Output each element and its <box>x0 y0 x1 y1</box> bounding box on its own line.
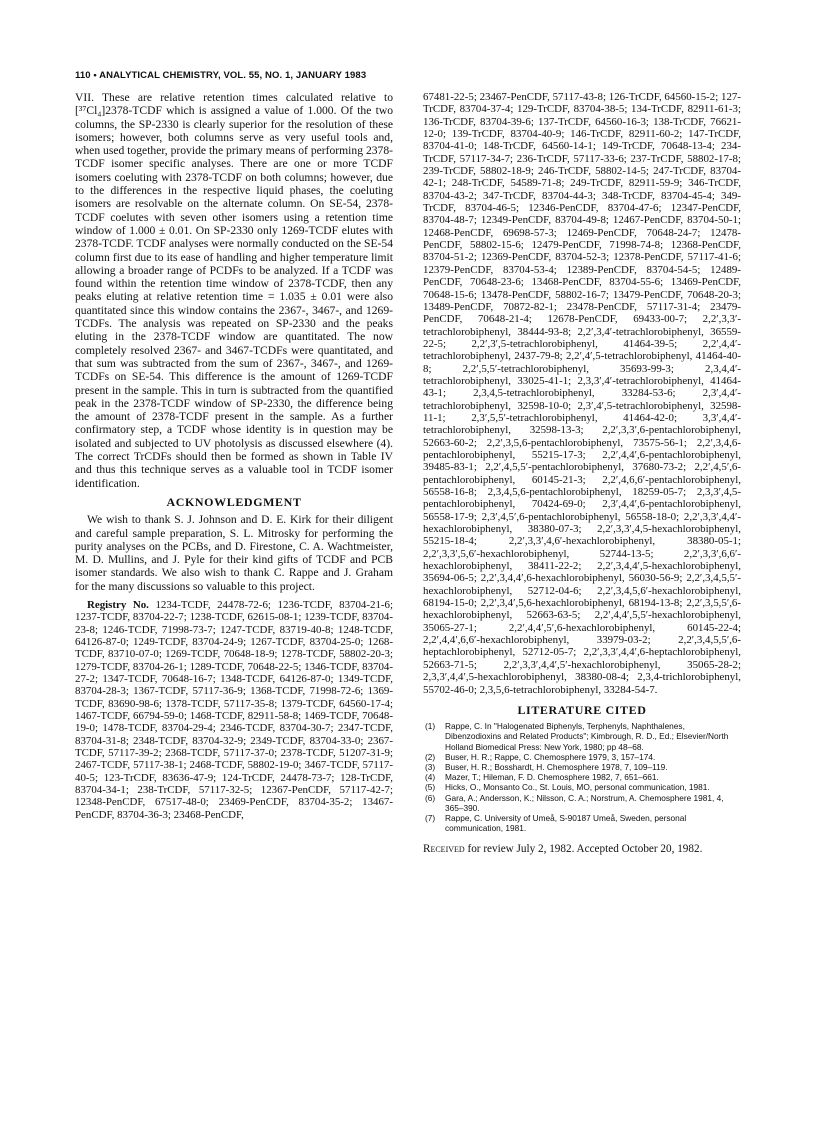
reference-item: (7) Rappe, C. University of Umeå, S-90187 Umeå, Sweden, personal communication, 1981. <box>425 812 687 834</box>
registry-label: Registry No. <box>87 598 149 611</box>
acknowledgment-text: We wish to thank S. J. Johnson and D. E. Kirk for their diligent and careful sample preparation, S. L. Mitrosky for performing the purity analyses on the PCBs, and D. Firestone, C. A. Wachtmeister, M. D. Mullins, and J. Pyle for their kind gifts of TCDF and PCB isomer standards. We also wish to thank C. Rappe and J. Graham for the many discussions so valuable to this project. <box>75 513 393 593</box>
registry-text-left: 1234-TCDF, 24478-72-6; 1236-TCDF, 83704-21-6; 1237-TCDF, 83704-22-7; 1238-TCDF, 62615-08-1; 1239-TCDF, 83704-23-8; 1246-TCDF, 71998-73-7; 1247-TCDF, 83719-40-8; 1248-TCDF, 64126-87-0; 1249-TCDF, 83704-24-9; 1267-TCDF, 83704-25-0; 1268-TCDF, 83710-07-0; 1269-TCDF, 70648-18-9; 1278-TCDF, 58802-20-3; 1279-TCDF, 83704-26-1; 1289-TCDF, 70648-22-5; 1346-TCDF, 83704-27-2; 1347-TCDF, 70648-16-7; 1348-TCDF, 64126-87-0; 1349-TCDF, 83704-28-3; 1367-TCDF, 57117-36-9; 1368-TCDF, 71998-72-6; 1369-TCDF, 83690-98-6; 1378-TCDF, 57117-35-8; 1379-TCDF, 64560-17-4; 1467-TCDF, 66794-59-0; 1468-TCDF, 82911-58-8; 1469-TCDF, 70648-19-0; 1478-TCDF, 83704-29-4; 2346-TCDF, 83704-30-7; 2347-TCDF, 83704-31-8; 2348-TCDF, 83704-32-9; 2349-TCDF, 83704-33-0; 2367-TCDF, 57117-39-2; 2368-TCDF, 57117-37-0; 2378-TCDF, 51207-31-9; 2467-TCDF, 57117-38-1; 2468-TCDF, 58802-19-0; 3467-TCDF, 57117-40-5; 123-TrCDF, 83636-47-9; 124-TrCDF, 24478-73-7; 128-TrCDF, 83704-34-1; 238-TrCDF, 57117-32-5; 12367-PenCDF, 57117-42-7; 12348-PenCDF, 67517-48-0; 23469-PenCDF, 83704-35-2; 13467-PenCDF, 83704-36-3; 23468-PenCDF, <box>75 598 393 821</box>
acknowledgment-heading: ACKNOWLEDGMENT <box>166 494 302 509</box>
right-column <box>423 91 741 857</box>
reference-item: (2) Buser, H. R.; Rappe, C. Chemosphere 1979, 3, 157–174. <box>425 751 656 762</box>
running-header: 110 • ANALYTICAL CHEMISTRY, VOL. 55, NO. 1, JANUARY 1983 <box>75 70 367 81</box>
reference-item: (4) Mazer, T.; Hileman, F. D. Chemosphere 1982, 7, 651–661. <box>425 772 659 783</box>
reference-item: (3) Buser, H. R.; Bosshardt, H. Chemosphere 1978, 7, 109–119. <box>425 761 668 772</box>
reference-item: (6) Gara, A.; Andersson, K.; Nilsson, C. A.; Norstrum, A. Chemosphere 1981, 4, 365–390. <box>425 792 724 813</box>
left-column <box>75 91 393 821</box>
received-note <box>423 843 741 856</box>
registry-block <box>75 599 393 821</box>
received-text: for review July 2, 1982. Accepted October 20, 1982. <box>464 843 703 856</box>
body-paragraph: VII. These are relative retention times calculated relative to [³⁷Cl₄]2378-TCDF which is assigned a value of 1.000. Of the two columns, the SP-2330 is clearly superior for the resolution of these isomers; however, both columns serve as very useful tools and, when used together, provide the primary means of performing 2378-TCDF isomer specific analyses. There are one or more TCDF isomers coeluting with 2378-TCDF on both columns; however, due to the differences in the respective liquid phases, the coeluting isomers are resolvable on the alternate column. On SE-54, 2378-TCDF coelutes with seven other isomers using a retention time window of 1.000 ± 0.01. On SP-2330 only 1269-TCDF elutes with 2378-TCDF. TCDF analyses were normally conducted on the SE-54 column first due to its ease of handling and higher temperature limit allowing a broader range of PCDFs to be analyzed. If a TCDF was found within the retention time window of 2378-TCDF, then any peaks eluting at relative retention time = 1.035 ± 0.01 were also quantitated since this window contains the 2367-, 3467-, and 1269-TCDFs. The analysis was repeated on SP-2330 and the peaks eluting in the 2378-TCDF window are quantitated. The now completely resolved 2367- and 3467-TCDFs were quantitated, and that sum was subtracted from the sum of 2367-, 3467-, and 1269-TCDFs on SE-54. This difference is the amount of 1269-TCDF present in the sample. This in turn is subtracted from the quantified peak in the 2378-TCDF window of SP-2330, the difference being the amount of 2378-TCDF present in the sample. As a further confirmatory step, a TCDF whose identity is in question may be isolated and subjected to UV photolysis as discussed elsewhere (4). The correct TrCDFs should then be formed as shown in Table IV and thus this technique serves as a valuable tool in TCDF isomer identification. <box>75 91 393 490</box>
reference-item: (1) Rappe, C. In "Halogenated Biphenyls, Terphenyls, Naphthalenes, Dibenzodioxins and Related Products"; Kimbrough, R. D., Ed.; Elsevier/North Holland Biomedical Press: New York, 1980; pp 48–68. <box>425 721 729 752</box>
registry-text-right: 67481-22-5; 23467-PenCDF, 57117-43-8; 126-TrCDF, 64560-15-2; 127-TrCDF, 83704-37-4; 129-TrCDF, 83704-38-5; 134-TrCDF, 82911-61-3; 136-TrCDF, 83704-39-6; 137-TrCDF, 64560-16-3; 138-TrCDF, 76621-12-0; 139-TrCDF, 83704-40-9; 146-TrCDF, 82911-60-2; 147-TrCDF, 83704-41-0; 148-TrCDF, 64560-14-1; 149-TrCDF, 70648-13-4; 234-TrCDF, 57117-34-7; 236-TrCDF, 57117-33-6; 237-TrCDF, 58802-17-8; 239-TrCDF, 58802-18-9; 246-TrCDF, 58802-14-5; 247-TrCDF, 83704-42-1; 248-TrCDF, 54589-71-8; 249-TrCDF, 82911-59-9; 346-TrCDF, 83704-43-2; 347-TrCDF, 83704-44-3; 348-TrCDF, 83704-45-4; 349-TrCDF, 83704-46-5; 12346-PenCDF, 83704-47-6; 12347-PenCDF, 83704-48-7; 12349-PenCDF, 83704-49-8; 12467-PenCDF, 83704-50-1; 12468-PenCDF, 69698-57-3; 12469-PenCDF, 70648-24-7; 12478-PenCDF, 58802-15-6; 12479-PenCDF, 71998-74-8; 12368-PenCDF, 83704-51-2; 12369-PenCDF, 83704-52-3; 12378-PenCDF, 57117-41-6; 12379-PenCDF, 83704-53-4; 12389-PenCDF, 83704-54-5; 12489-PenCDF, 70648-23-6; 13468-PenCDF, 83704-55-6; 13469-PenCDF, 70648-15-6; 13478-PenCDF, 58802-16-7; 13479-PenCDF, 70648-20-3; 13489-PenCDF, 70872-82-1; 23478-PenCDF, 57117-31-4; 23479-PenCDF, 70648-21-4; 12678-PenCDF, 69433-00-7; 2,2′,3,3′-tetrachlorobiphenyl, 38444-93-8; 2,2′,3,4′-tetrachlorobiphenyl, 36559-22-5; 2,2′,3′,5-tetrachlorobiphenyl, 41464-39-5; 2,2′,4,4′-tetrachlorobiphenyl, 2437-79-8; 2,2′,4′,5-tetrachlorobiphenyl, 41464-40-8; 2,2′,5,5′-tetrachlorobiphenyl, 35693-99-3; 2,3,4,4′-tetrachlorobiphenyl, 33025-41-1; 2,3,3′,4′-tetrachlorobiphenyl, 41464-43-1; 2,3,4,5-tetrachlorobiphenyl, 33284-53-6; 2,3′,4,4′-tetrachlorobiphenyl, 32598-10-0; 2,3′,4′,5-tetrachlorobiphenyl, 32598-11-1; 2,3′,5,5′-tetrachlorobiphenyl, 41464-42-0; 3,3′,4,4′-tetrachlorobiphenyl, 32598-13-3; 2,2′,3,3′,6-pentachlorobiphenyl, 52663-60-2; 2,2′,3,5,6-pentachlorobiphenyl, 73575-56-1; 2,2′,3,4,6-pentachlorobiphenyl, 55215-17-3; 2,2′,4,4′,6-pentachlorobiphenyl, 39485-83-1; 2,2′,4,5,5′-pentachlorobiphenyl, 37680-73-2; 2,2′,4,5′,6-pentachlorobiphenyl, 60145-21-3; 2,2′,4,6,6′-pentachlorobiphenyl, 56558-16-8; 2,3,4,5,6-pentachlorobiphenyl, 18259-05-7; 2,3,3′,4,5-pentachlorobiphenyl, 70424-69-0; 2,3′,4,4′,6-pentachlorobiphenyl, 56558-17-9; 2,3′,4,5′,6-pentachlorobiphenyl, 56558-18-0; 2,2′,3,3′,4,4′-hexachlorobiphenyl, 38380-07-3; 2,2′,3,3′,4,5-hexachlorobiphenyl, 55215-18-4; 2,2′,3,3′,4,6′-hexachlorobiphenyl, 38380-05-1; 2,2′,3,3′,5,6′-hexachlorobiphenyl, 52744-13-5; 2,2′,3,3′,6,6′-hexachlorobiphenyl, 38411-22-2; 2,2′,3,4,4′,5-hexachlorobiphenyl, 35694-06-5; 2,2′,3,4,4′,6-hexachlorobiphenyl, 56030-56-9; 2,2′,3,4,5,5′-hexachlorobiphenyl, 52712-04-6; 2,2′,3,4,5,6′-hexachlorobiphenyl, 68194-15-0; 2,2′,3,4′,5,6-hexachlorobiphenyl, 68194-13-8; 2,2′,3,5,5′,6-hexachlorobiphenyl, 52663-63-5; 2,2′,4,4′,5,5′-hexachlorobiphenyl, 35065-27-1; 2,2′,4,4′,5′,6-hexachlorobiphenyl, 60145-22-4; 2,2′,4,4′,6,6′-hexachlorobiphenyl, 33979-03-2; 2,2′,3,4,5,5′,6-heptachlorobiphenyl, 52712-05-7; 2,2′,3,3′,4,4′,6-heptachlorobiphenyl, 52663-71-5; 2,2′,3,3′,4,4′,5′-hexachlorobiphenyl, 35065-28-2; 2,3,3′,4,4′,5-hexachlorobiphenyl, 38380-08-4; 2,3,4-trichlorobiphenyl, 55702-46-0; 2,3,5,6-tetrachlorobiphenyl, 33284-54-7. <box>423 91 741 696</box>
literature-heading: LITERATURE CITED <box>517 702 647 717</box>
reference-list <box>423 721 741 833</box>
received-label: Received <box>423 843 465 856</box>
reference-item: (5) Hicks, O., Monsanto Co., St. Louis, MO, personal communication, 1981. <box>425 782 710 793</box>
